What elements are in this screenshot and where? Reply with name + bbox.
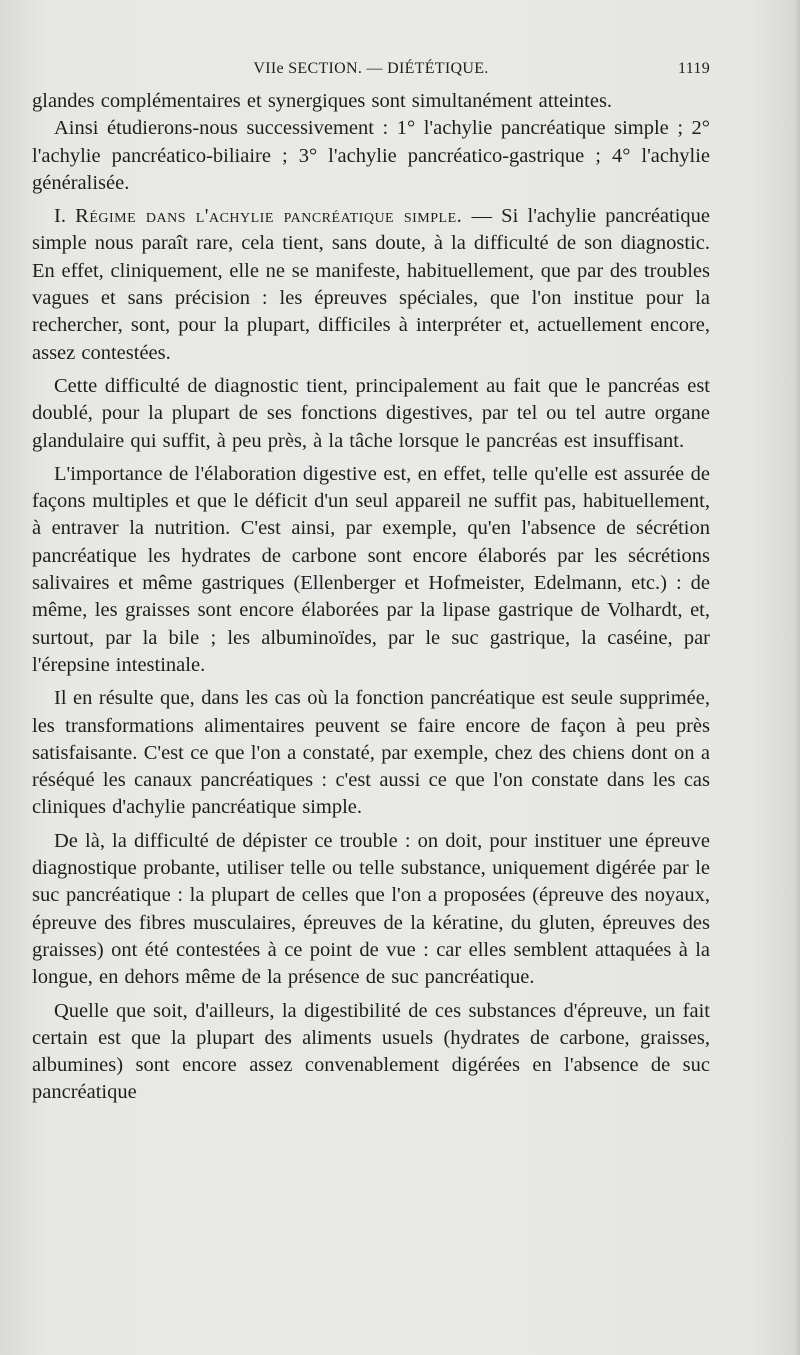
paragraph-diagnostic-test: De là, la difficulté de dépister ce trouble : on doit, pour instituer une épreuve diagnostique probante, utiliser telle ou telle substance, uniquement digérée par le suc pancréatique : la plupart de celles que l'on a proposées (épreuve des noyaux, épreuve des fibres musculaires, épreuves de la kératine, du gluten, épreuves des graisses) ont été contestées à ce point de vue : car elles semblent attaquées à la longue, en dehors même de la présence de suc pancréatique. xyxy=(32,829,710,989)
scan-edge-shadow xyxy=(794,0,800,1355)
section-heading: Régime dans l'achylie pancréatique simple. xyxy=(75,205,463,228)
paragraph-outline: Ainsi étudierons-nous successivement : 1° l'achylie pancréatique simple ; 2° l'achylie pancréatico-biliaire ; 3° l'achylie pancréatico-gastrique ; 4° l'achylie généralisée. xyxy=(32,117,710,194)
section-heading-paragraph xyxy=(32,203,710,367)
section-heading-text: — Si l'achylie pancréatique simple nous paraît rare, cela tient, sans doute, à la difficulté de son diagnostic. En effet, cliniquement, elle ne se manifeste, habituellement, que par des troubles vagues et sans précision : les épreuves spéciales, que l'on institue pour la rechercher, sont, pour la plupart, difficiles à interpréter et, actuellement encore, assez contestées. xyxy=(32,205,711,364)
page-header xyxy=(32,60,710,86)
paragraph-digestive-elaboration: L'importance de l'élaboration digestive est, en effet, telle qu'elle est assurée de façons multiples et que le déficit d'un seul appareil ne suffit pas, habituellement, à entraver la nutrition. C'est ainsi, par exemple, qu'en l'absence de sécrétion pancréatique les hydrates de carbone sont encore élaborés par les sécrétions salivaires et même gastriques (Ellenberger et Hofmeister, Edelmann, etc.) : de même, les graisses sont encore élaborées par la lipase gastrique de Volhardt, et, surtout, par la bile ; les albuminoïdes, par le suc gastrique, la caséine, par l'érepsine intestinale. xyxy=(32,462,710,676)
running-head: VIIe SECTION. — DIÉTÉTIQUE. xyxy=(253,60,489,77)
page-number: 1119 xyxy=(677,60,710,77)
section-number: I. xyxy=(54,205,76,228)
paragraph-consequence: Il en résulte que, dans les cas où la fonction pancréatique est seule supprimée, les transformations alimentaires peuvent se faire encore de façon à peu près satisfaisante. C'est ce que l'on a constaté, par exemple, chez des chiens dont on a réséqué les canaux pancréatiques : c'est aussi ce que l'on constate dans les cas cliniques d'achylie pancréatique simple. xyxy=(32,687,710,819)
paragraph-continuation: glandes complémentaires et synergiques sont simultanément atteintes. xyxy=(32,90,613,112)
paragraph-digestibility: Quelle que soit, d'ailleurs, la digestibilité de ces substances d'épreuve, un fait certain est que la plupart des aliments usuels (hydrates de carbone, graisses, albumines) sont encore assez convenablement digérées en l'absence de suc pancréatique xyxy=(32,999,710,1104)
paragraph-diagnostic-difficulty: Cette difficulté de diagnostic tient, principalement au fait que le pancréas est doublé, pour la plupart de ses fonctions digestives, par tel ou tel autre organe glandulaire qui suffit, à peu près, à la tâche lorsque le pancréas est insuffisant. xyxy=(32,374,710,452)
body-text xyxy=(32,88,710,1107)
